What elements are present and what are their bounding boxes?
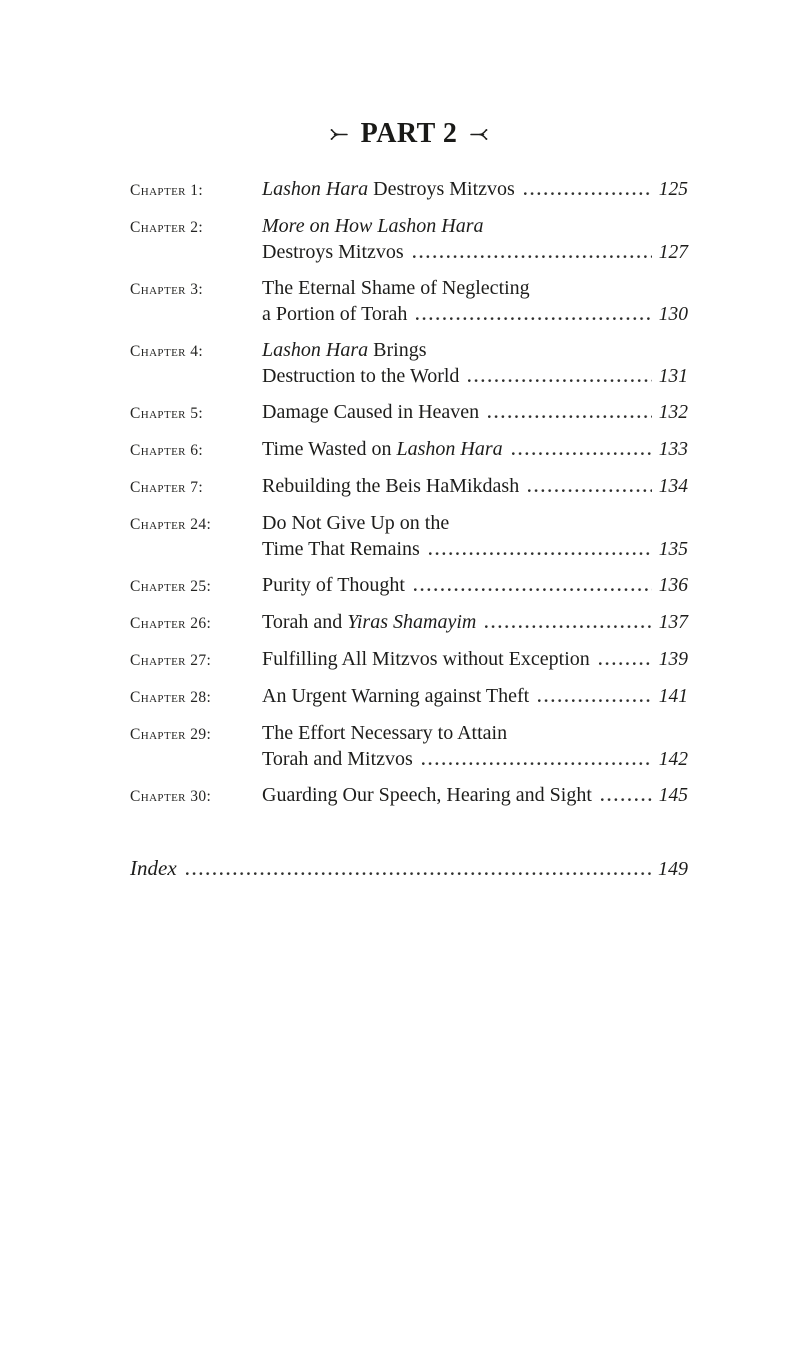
- chapter-title-line: a Portion of Torah: [262, 303, 408, 325]
- chapter-label: Chapter 3:: [130, 281, 204, 298]
- chapter-label: Chapter 28:: [130, 689, 212, 706]
- chapter-title-block: [262, 436, 688, 463]
- dot-leader: [601, 798, 652, 801]
- page-number: 130: [658, 304, 688, 325]
- chapter-label: Chapter 29:: [130, 726, 212, 743]
- toc-entry: [130, 720, 688, 773]
- page-number: 125: [658, 179, 688, 200]
- dot-leader: [468, 379, 651, 382]
- chapter-label: Chapter 6:: [130, 442, 204, 459]
- chapter-title-line: Destroys Mitzvos: [262, 241, 404, 263]
- toc-entry: [130, 176, 688, 204]
- dot-leader: [186, 872, 651, 875]
- fleuron-icon: [470, 127, 489, 142]
- dot-leader: [512, 452, 652, 455]
- toc-entry: [130, 609, 688, 637]
- page-number: 133: [658, 439, 688, 460]
- chapter-label: Chapter 30:: [130, 788, 212, 805]
- chapter-label: Chapter 4:: [130, 343, 204, 360]
- index-page-number: 149: [658, 858, 688, 880]
- toc-entry: [130, 473, 688, 501]
- chapter-title-block: [262, 510, 688, 563]
- chapter-label: Chapter 2:: [130, 219, 204, 236]
- page-number: 137: [658, 612, 688, 633]
- index-entry: [130, 854, 688, 883]
- toc-entry: [130, 275, 688, 328]
- chapter-title-line: Do Not Give Up on the: [262, 512, 450, 534]
- chapter-title-line: Lashon Hara Destroys Mitzvos: [262, 178, 515, 200]
- chapter-title-block: [262, 683, 688, 710]
- page-number: 131: [658, 366, 688, 387]
- dot-leader: [414, 588, 652, 591]
- chapter-title-line: Torah and Yiras Shamayim: [262, 611, 477, 633]
- chapter-title-line: Guarding Our Speech, Hearing and Sight: [262, 784, 592, 806]
- page-number: 139: [658, 649, 688, 670]
- chapter-label: Chapter 24:: [130, 516, 212, 533]
- chapter-title-block: [262, 337, 688, 390]
- page-number: 134: [658, 476, 688, 497]
- dot-leader: [599, 662, 652, 665]
- toc-entry: [130, 510, 688, 563]
- dot-leader: [528, 489, 652, 492]
- toc-entry: [130, 436, 688, 464]
- chapter-title-line: Time That Remains: [262, 538, 420, 560]
- chapter-title-line: Damage Caused in Heaven: [262, 401, 480, 423]
- toc-entry: [130, 337, 688, 390]
- chapter-title-line: Lashon Hara Brings: [262, 339, 427, 361]
- toc-entry: [130, 213, 688, 266]
- page-number: 141: [658, 686, 688, 707]
- chapter-title-block: [262, 572, 688, 599]
- part-title: PART 2: [360, 118, 458, 149]
- chapter-title-line: Time Wasted on Lashon Hara: [262, 438, 503, 460]
- part-title-row: [130, 116, 688, 152]
- chapter-label: Chapter 27:: [130, 652, 212, 669]
- chapter-title-block: [262, 275, 688, 328]
- chapter-label: Chapter 1:: [130, 182, 204, 199]
- toc-entry: [130, 646, 688, 674]
- toc-entry: [130, 782, 688, 810]
- page-number: 135: [658, 539, 688, 560]
- chapter-title-block: [262, 176, 688, 203]
- chapter-title-block: [262, 609, 688, 636]
- chapter-title-line: An Urgent Warning against Theft: [262, 685, 530, 707]
- book-page: [0, 116, 800, 1345]
- chapter-label: Chapter 25:: [130, 578, 212, 595]
- page-number: 145: [658, 785, 688, 806]
- chapter-title-block: [262, 720, 688, 773]
- toc-entry: [130, 683, 688, 711]
- dot-leader: [538, 699, 652, 702]
- dot-leader: [416, 317, 651, 320]
- fleuron-icon: [329, 127, 348, 142]
- chapter-title-line: Rebuilding the Beis HaMikdash: [262, 475, 520, 497]
- chapter-title-block: [262, 782, 688, 809]
- chapter-label: Chapter 26:: [130, 615, 212, 632]
- chapter-title-line: The Eternal Shame of Neglecting: [262, 277, 530, 299]
- page-number: 127: [658, 242, 688, 263]
- index-label: Index: [130, 856, 177, 880]
- chapter-title-line: Purity of Thought: [262, 574, 405, 596]
- chapter-title-line: More on How Lashon Hara: [262, 215, 484, 237]
- toc-list: [130, 176, 688, 810]
- page-number: 136: [658, 575, 688, 596]
- chapter-title-line: Torah and Mitzvos: [262, 748, 413, 770]
- chapter-title-block: [262, 399, 688, 426]
- chapter-label: Chapter 5:: [130, 405, 204, 422]
- toc-entry: [130, 572, 688, 600]
- toc-entry: [130, 399, 688, 427]
- page-number: 142: [658, 749, 688, 770]
- chapter-title-block: [262, 646, 688, 673]
- chapter-title-block: [262, 473, 688, 500]
- dot-leader: [429, 552, 652, 555]
- page-number: 132: [658, 402, 688, 423]
- chapter-label: Chapter 7:: [130, 479, 204, 496]
- chapter-title-line: The Effort Necessary to Attain: [262, 722, 508, 744]
- chapter-title-line: Destruction to the World: [262, 365, 460, 387]
- dot-leader: [485, 625, 651, 628]
- chapter-title-block: [262, 213, 688, 266]
- dot-leader: [413, 255, 652, 258]
- chapter-title-line: Fulfilling All Mitzvos without Exception: [262, 648, 590, 670]
- dot-leader: [524, 192, 652, 195]
- dot-leader: [488, 415, 652, 418]
- dot-leader: [422, 762, 652, 765]
